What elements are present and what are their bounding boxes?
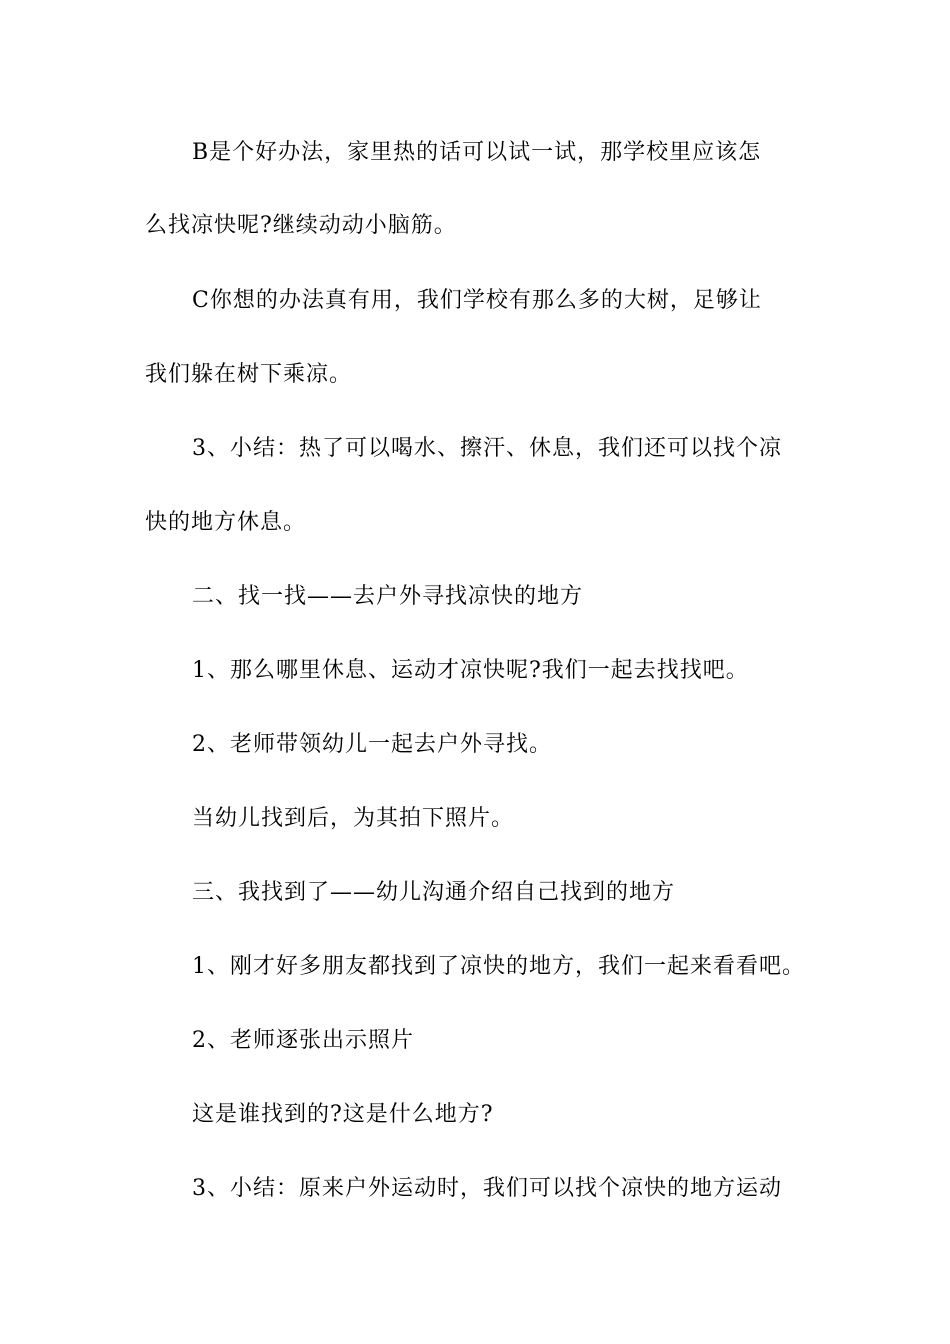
paragraph-line-10: 当幼儿找到后，为其拍下照片。 xyxy=(192,806,515,831)
paragraph-line-8: 1、那么哪里休息、运动才凉快呢?我们一起去找找吧。 xyxy=(192,658,749,683)
paragraph-line-4: 我们躲在树下乘凉。 xyxy=(145,362,353,387)
paragraph-line-6: 快的地方休息。 xyxy=(145,510,307,535)
paragraph-line-2: 么找凉快呢?继续动动小脑筋。 xyxy=(145,213,457,238)
section-heading-2: 二、找一找——去户外寻找凉快的地方 xyxy=(192,584,584,609)
paragraph-line-3: C你想的办法真有用，我们学校有那么多的大树，足够让 xyxy=(192,288,762,313)
paragraph-line-5: 3、小结：热了可以喝水、擦汗、休息，我们还可以找个凉 xyxy=(192,436,782,461)
section-heading-3: 三、我找到了——幼儿沟通介绍自己找到的地方 xyxy=(192,880,676,905)
paragraph-line-14: 这是谁找到的?这是什么地方? xyxy=(192,1102,494,1127)
paragraph-line-12: 1、刚才好多朋友都找到了凉快的地方，我们一起来看看吧。 xyxy=(192,954,805,979)
paragraph-line-1: B是个好办法，家里热的话可以试一试，那学校里应该怎 xyxy=(192,140,762,165)
paragraph-line-9: 2、老师带领幼儿一起去户外寻找。 xyxy=(192,732,552,757)
paragraph-line-15: 3、小结：原来户外运动时，我们可以找个凉快的地方运动 xyxy=(192,1176,782,1201)
paragraph-line-13: 2、老师逐张出示照片 xyxy=(192,1028,414,1053)
